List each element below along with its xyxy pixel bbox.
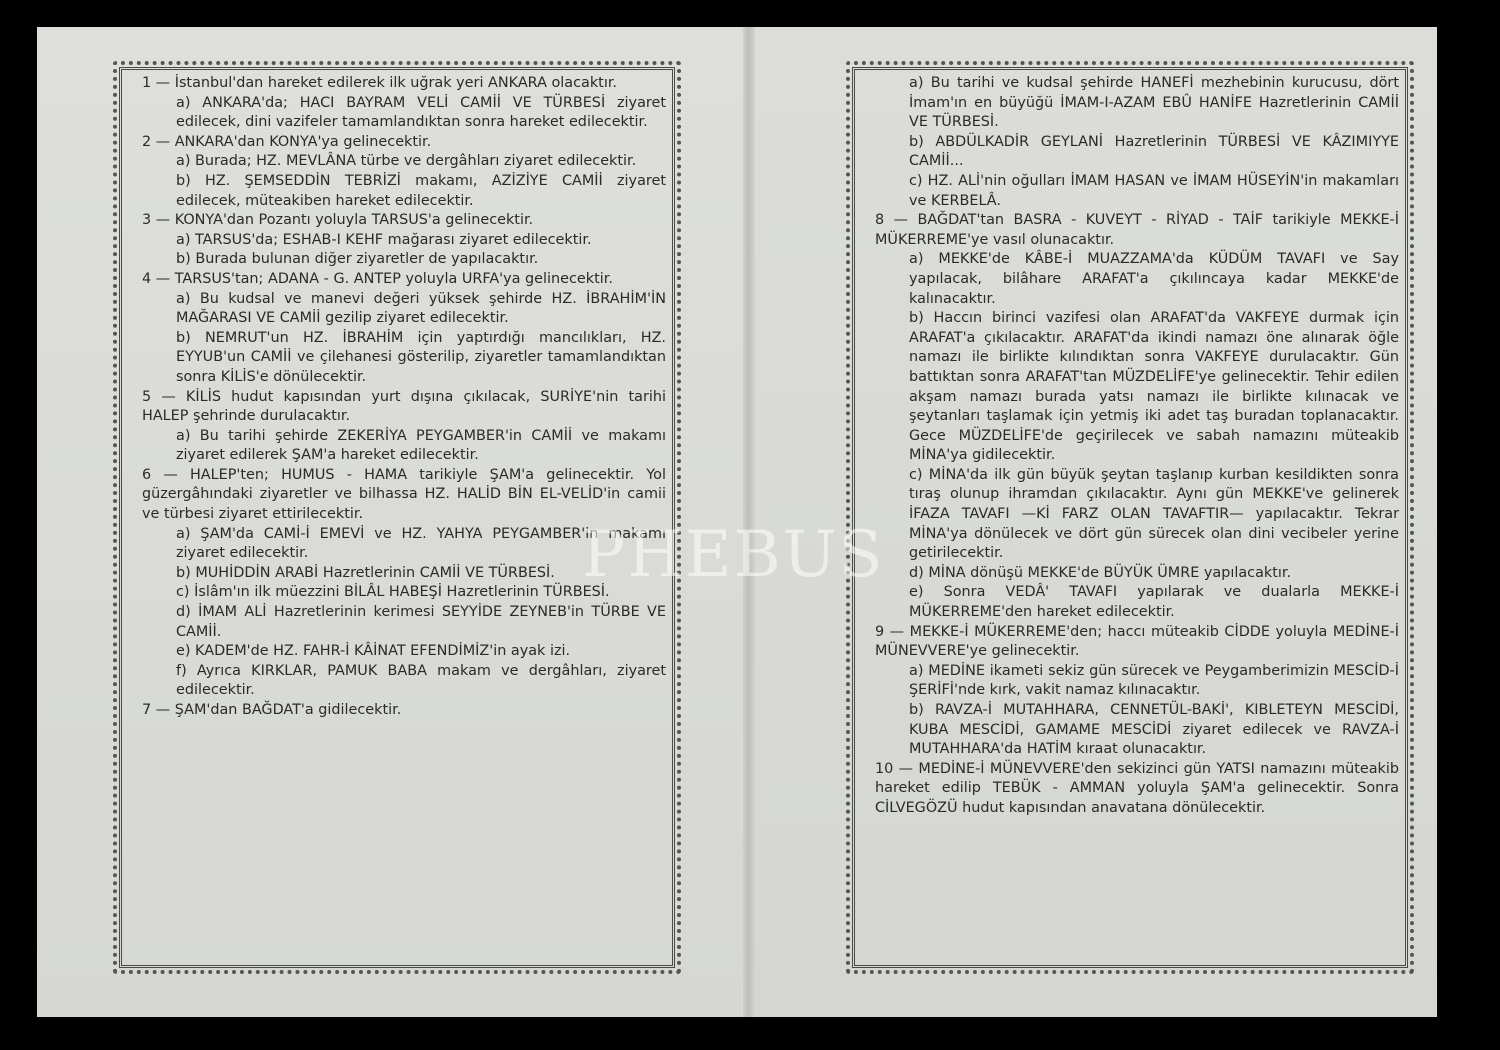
text-item: b) Haccın birinci vazifesi olan ARAFAT'da VAKFEYE durmak için ARAFAT'a çıkılacaktır. ARAFAT'da ikindi namazı öne alınarak öğle namazı ile birlikte kılındıktan sonra VAKFEYE durulacaktır. Gün battıktan sonra ARAFAT'tan MÜZDELİFE'ye gelinecektir. Tehir edilen akşam namazı burada yatsı namazı ile birlikte kılınacak ve şeytanları taşlamak için yetmiş iki adet taş buradan toplanacaktır. Gece MÜZDELİFE'de geçirilecek ve sabah namazını müteakib MİNA'ya gidilecektir. [909,310,1399,464]
text-item: 5 — KİLİS hudut kapısından yurt dışına çıkılacak, SURİYE'nin tarihi HALEP şehrinde durulacaktır. [142,388,666,425]
text-item: f) Ayrıca KIRKLAR, PAMUK BABA makam ve dergâhları, ziyaret edilecektir. [176,662,666,699]
text-item: b) RAVZA-İ MUTAHHARA, CENNETÜL-BAKİ', KIBLETEYN MESCİDİ, KUBA MESCİDİ, GAMAME MESCİDİ ziyaret edilecek ve RAVZA-İ MUTAHHARA'da HATİM kıraat olunacaktır. [909,702,1399,758]
text-item: 10 — MEDİNE-İ MÜNEVVERE'den sekizinci gün YATSI namazını müteakib hareket edilip TEBÜK - AMMAN yoluyla ŞAM'a gelinecektir. Sonra CİLVEGÖZÜ hudut kapısından anavatana dönülecektir. [875,760,1399,816]
text-item: b) ABDÜLKADİR GEYLANİ Hazretlerinin TÜRBESİ VE KÂZIMIYYE CAMİİ... [909,133,1399,170]
text-item: a) Bu tarihi şehirde ZEKERİYA PEYGAMBER'in CAMİİ ve makamı ziyaret edilerek ŞAM'a hareket edilecektir. [176,427,666,464]
text-item: a) Bu kudsal ve manevi değeri yüksek şehirde HZ. İBRAHİM'İN MAĞARASI VE CAMİİ gezilip ziyaret edilecektir. [176,290,666,327]
text-item: c) MİNA'da ilk gün büyük şeytan taşlanıp kurban kesildikten sonra tıraş olunup ihramdan çıkılacaktır. Aynı gün MEKKE've gelinerek İFAZA TAVAFI —Kİ FARZ OLAN TAVAFTIR— yapılacaktır. Tekrar MİNA'ya dönülecek ve dört gün sürecek olan dini vecibeler yerine getirilecektir. [909,466,1399,562]
text-item: 8 — BAĞDAT'tan BASRA - KUVEYT - RİYAD - TAİF tarikiyle MEKKE-İ MÜKERREME'ye vasıl olunacaktır. [875,212,1399,248]
text-item: b) NEMRUT'un HZ. İBRAHİM için yaptırdığı mancılıkları, HZ. EYYUB'un CAMİİ ve çilehanesi gösterilip, ziyaretler tamamlandıktan sonra KİLİS'e dönülecektir. [176,329,666,385]
text-item: a) TARSUS'da; ESHAB-I KEHF mağarası ziyaret edilecektir. [176,231,592,248]
watermark: PHEBUS [582,518,885,592]
text-item: 1 — İstanbul'dan hareket edilerek ilk uğrak yeri ANKARA olacaktır. [142,75,617,91]
text-item: 2 — ANKARA'dan KONYA'ya gelinecektir. [142,133,432,150]
text-item: 6 — HALEP'ten; HUMUS - HAMA tarikiyle ŞAM'a gelinecektir. Yol güzergâhındaki ziyaretler ve bilhassa HZ. HALİD BİN EL-VELİD'in camii ve türbesi ziyaret ettirilecektir. [142,466,666,523]
text-item: e) Sonra VEDÂ' TAVAFI yapılarak ve dualarla MEKKE-İ MÜKERREME'den hareket edilecektir. [909,584,1399,621]
right-text [855,70,1405,965]
text-item: 9 — MEKKE-İ MÜKERREME'den; haccı müteakib CİDDE yoluyla MEDİNE-İ MÜNEVVERE'ye gelinecektir. [875,623,1399,660]
text-item: b) MUHİDDİN ARABİ Hazretlerinin CAMİİ VE TÜRBESİ. [176,564,555,581]
text-item: c) İslâm'ın ilk müezzini BİLÂL HABEŞİ Hazretlerinin TÜRBESİ. [176,584,610,601]
text-item: c) HZ. ALİ'nin oğulları İMAM HASAN ve İMAM HÜSEYİN'in makamları ve KERBELÂ. [909,172,1399,209]
text-item: b) HZ. ŞEMSEDDİN TEBRİZİ makamı, AZİZİYE CAMİİ ziyaret edilecek, müteakiben hareket edilecektir. [176,172,666,209]
right-border-frame [852,67,1408,968]
text-item: a) MEKKE'de KÂBE-İ MUAZZAMA'da KÜDÜM TAVAFI ve Say yapılacak, bilâhare ARAFAT'a çıkılıncaya kadar MEKKE'de kalınacaktır. [909,251,1399,307]
text-item: 7 — ŞAM'dan BAĞDAT'a gidilecektir. [142,702,402,718]
text-item: e) KADEM'de HZ. FAHR-İ KÂİNAT EFENDİMİZ'in ayak izi. [176,643,571,660]
text-item: 3 — KONYA'dan Pozantı yoluyla TARSUS'a gelinecektir. [142,212,534,229]
text-item: b) Burada bulunan diğer ziyaretler de yapılacaktır. [176,251,539,268]
text-item: a) MEDİNE ikameti sekiz gün sürecek ve Peygamberimizin MESCİD-İ ŞERİFİ'nde kırk, vakit namaz kılınacaktır. [909,662,1399,699]
text-item: 4 — TARSUS'tan; ADANA - G. ANTEP yoluyla URFA'ya gelinecektir. [142,270,613,287]
text-item: a) ŞAM'da CAMİ-İ EMEVİ ve HZ. YAHYA PEYGAMBER'in makamı ziyaret edilecektir. [176,525,666,562]
text-item: a) ANKARA'da; HACI BAYRAM VELİ CAMİİ VE TÜRBESİ ziyaret edilecek, dini vazifeler tamamlandıktan sonra hareket edilecektir. [176,94,666,131]
text-item: d) MİNA dönüşü MEKKE'de BÜYÜK ÜMRE yapılacaktır. [909,564,1292,581]
text-item: d) İMAM ALİ Hazretlerinin kerimesi SEYYİDE ZEYNEB'in TÜRBE VE CAMİİ. [176,604,666,640]
text-item: a) Bu tarihi ve kudsal şehirde HANEFİ mezhebinin kurucusu, dört İmam'ın en büyüğü İMAM-I-AZAM EBÛ HANİFE Hazretlerinin CAMİİ VE TÜRBESİ. [909,75,1399,131]
text-item: a) Burada; HZ. MEVLÂNA türbe ve dergâhları ziyaret edilecektir. [176,153,637,170]
